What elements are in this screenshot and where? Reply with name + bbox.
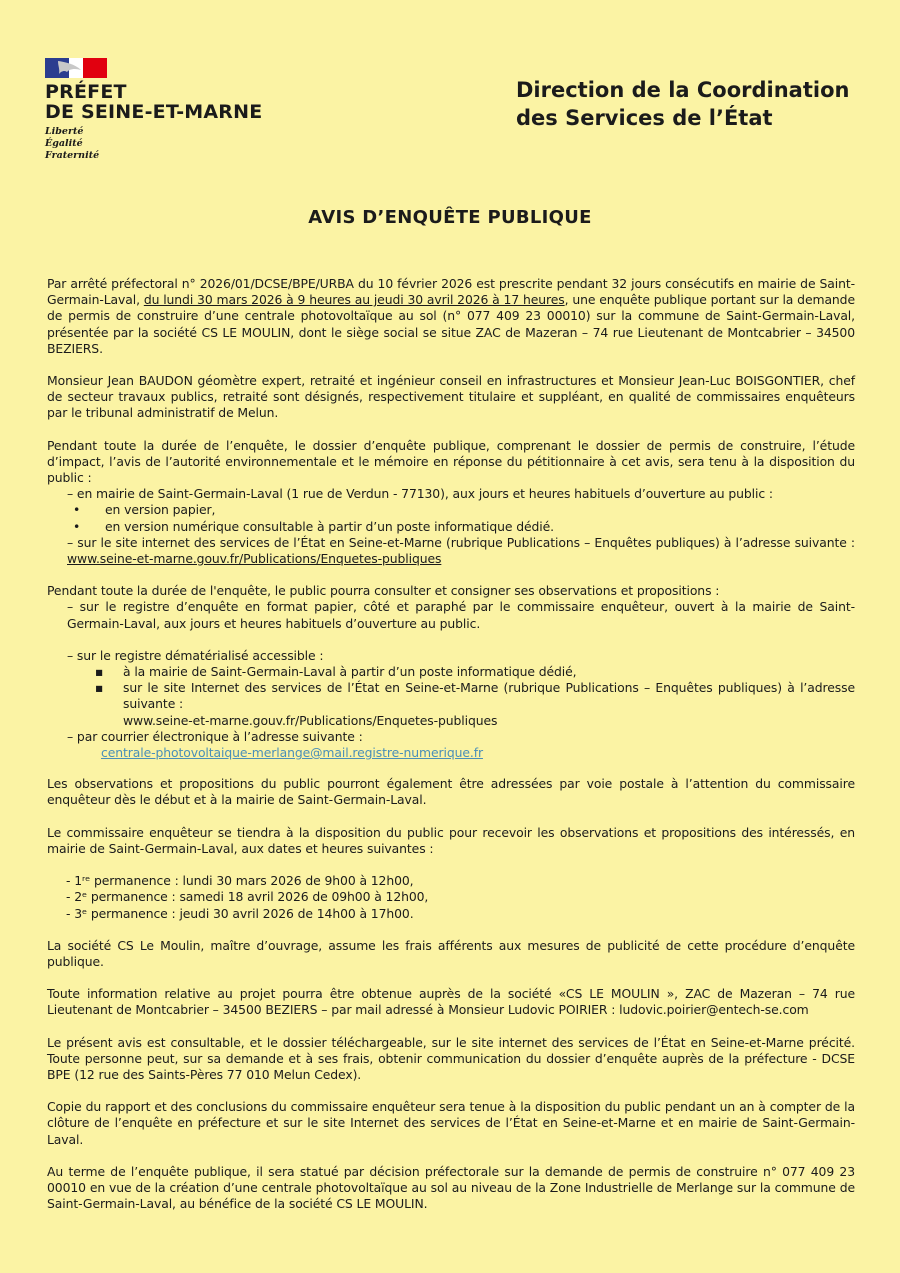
list-item <box>47 502 855 518</box>
direction-line-1: Direction de la Coordination <box>516 78 850 102</box>
arrete-text: Par arrêté préfectoral n° 2026/01/DCSE/BPE/URBA du 10 février 2026 est prescrite pendant 32 jours consécutifs en mairie de Saint-Germain-Laval, <box>47 276 855 308</box>
site-link[interactable]: www.seine-et-marne.gouv.fr/Publications/Enquetes-publiques <box>67 551 442 567</box>
devise-egalite: Égalité <box>45 138 83 149</box>
direction-line-2: des Services de l’État <box>516 106 773 130</box>
prefet-line-2: DE SEINE-ET-MARNE <box>45 101 263 123</box>
paragraph-consultation: Le présent avis est consultable, et le dossier téléchargeable, sur le site internet des services de l’État en Seine-et-Marne précité. Toute personne peut, sur sa demande et à ses frais, obtenir communication du dossier d’enquête auprès de la préfecture - DCSE BPE (12 rue des Saints-Pères 77 010 Melun Cedex). <box>47 1034 855 1082</box>
permanence-item: - 1ʳᵉ permanence : lundi 30 mars 2026 de 9h00 à 12h00, <box>66 873 414 889</box>
bullet-icon: • <box>73 502 81 518</box>
paragraph-permanences: Le commissaire enquêteur se tiendra à la disposition du public pour recevoir les observations et propositions des intéressés, en mairie de Saint-Germain-Laval, aux dates et heures suivantes : <box>47 824 855 856</box>
paragraph-rapport: Copie du rapport et des conclusions du commissaire enquêteur sera tenue à la disposition du public pendant un an à compter de la clôture de l’enquête en préfecture et sur le site Internet des services de l’État en Seine-et-Marne et en mairie de Saint-Germain-Laval. <box>47 1099 855 1147</box>
permanence-item: - 3ᵉ permanence : jeudi 30 avril 2026 de 14h00 à 17h00. <box>66 905 414 921</box>
bullet-icon: ▪ <box>95 664 104 680</box>
item-registre: – sur le registre d’enquête en format papier, côté et paraphé par le commissaire enquêteur, ouvert à la mairie de Saint-Germain-Laval, aux jours et heures habituels d’ouverture au public. <box>67 599 855 631</box>
paragraph-frais: La société CS Le Moulin, maître d’ouvrage, assume les frais afférents aux mesures de publicité de cette procédure d’enquête publique. <box>47 937 855 969</box>
arrete-text-end: , une enquête publique portant sur la demande de permis de construire d’une centrale photovoltaïque au sol (n° 077 409 23 00010) sur la commune de Saint-Germain-Laval, présentée par la société CS LE MOULIN, dont le siège social se situe ZAC de Mazeran – 74 rue Lieutenant de Montcabrier – 34500 BEZIERS. <box>47 292 855 356</box>
item-courrier: – par courrier électronique à l’adresse suivante : <box>67 728 363 744</box>
site-text: – sur le site internet des services de l’État en Seine-et-Marne (rubrique Publications – Enquêtes publiques) à l’adresse suivante : <box>67 534 855 550</box>
prefet-line-1: PRÉFET <box>45 81 127 103</box>
devise-liberte: Liberté <box>45 126 84 137</box>
list-item-text: à la mairie de Saint-Germain-Laval à partir d’un poste informatique dédié, <box>123 664 577 680</box>
paragraph-arrete <box>47 276 855 357</box>
devise-fraternite: Fraternité <box>45 150 100 161</box>
bullet-icon: • <box>73 518 81 534</box>
list-item <box>47 680 855 712</box>
paragraph-dossier: Pendant toute la durée de l’enquête, le dossier d’enquête publique, comprenant le dossier de permis de construire, l’étude d’impact, l’avis de l’autorité environnementale et le mémoire en réponse du pétitionnaire à cet avis, sera tenu à la disposition du public : <box>47 437 855 486</box>
list-item <box>47 664 855 680</box>
registre-email-link[interactable]: centrale-photovoltaique-merlange@mail.registre-numerique.fr <box>101 745 483 761</box>
paragraph-commissaires: Monsieur Jean BAUDON géomètre expert, retraité et ingénieur conseil en infrastructures et Monsieur Jean-Luc BOISGONTIER, chef de secteur travaux publics, retraité sont désignés, respectivement titulaire et suppléant, en qualité de commissaires enquêteurs par le tribunal administratif de Melun. <box>47 373 855 421</box>
prefet-title <box>45 82 262 122</box>
notice-title: AVIS D’ENQUÊTE PUBLIQUE <box>308 207 592 228</box>
bullet-icon: ▪ <box>95 680 104 696</box>
marianne-flag-icon <box>45 58 107 78</box>
list-item <box>47 519 855 535</box>
list-item-text: en version papier, <box>105 502 216 518</box>
registre-url: www.seine-et-marne.gouv.fr/Publications/Enquetes-publiques <box>123 712 498 728</box>
notice-body <box>47 276 855 1212</box>
paragraph-information: Toute information relative au projet pourra être obtenue auprès de la société «CS LE MOULIN », ZAC de Mazeran – 74 rue Lieutenant de Montcabrier – 34500 BEZIERS – par mail adressé à Monsieur Ludovic POIRIER : ludovic.poirier@entech-se.com <box>47 986 855 1018</box>
list-item-text: en version numérique consultable à partir d’un poste informatique dédié. <box>105 518 554 534</box>
direction-title <box>516 76 849 132</box>
permanences-list <box>47 873 855 922</box>
item-registre-demat: – sur le registre dématérialisé accessible : <box>67 647 324 663</box>
permanence-item: - 2ᵉ permanence : samedi 18 avril 2026 de 09h00 à 12h00, <box>66 889 429 905</box>
list-item-text: sur le site Internet des services de l’État en Seine-et-Marne (rubrique Publications – Enquêtes publiques) à l’adresse suivante : <box>123 680 855 712</box>
item-site <box>47 535 855 567</box>
paragraph-decision: Au terme de l’enquête publique, il sera statué par décision préfectorale sur la demande de permis de construire n° 077 409 23 00010 en vue de la création d’une centrale photovoltaïque au sol au niveau de la Zone Industrielle de Merlange sur la commune de Saint-Germain-Laval, au bénéfice de la société CS LE MOULIN. <box>47 1163 855 1212</box>
paragraph-voie-postale: Les observations et propositions du public pourront également être adressées par voie postale à l’attention du commissaire enquêteur dès le début et à la mairie de Saint-Germain-Laval. <box>47 776 855 808</box>
prefecture-logo <box>45 58 262 162</box>
devise <box>45 126 262 162</box>
enquete-dates: du lundi 30 mars 2026 à 9 heures au jeudi 30 avril 2026 à 17 heures <box>143 292 565 308</box>
item-mairie: – en mairie de Saint-Germain-Laval (1 rue de Verdun - 77130), aux jours et heures habituels d’ouverture au public : <box>67 486 773 502</box>
paragraph-observations: Pendant toute la durée de l'enquête, le public pourra consulter et consigner ses observations et propositions : <box>47 583 720 599</box>
